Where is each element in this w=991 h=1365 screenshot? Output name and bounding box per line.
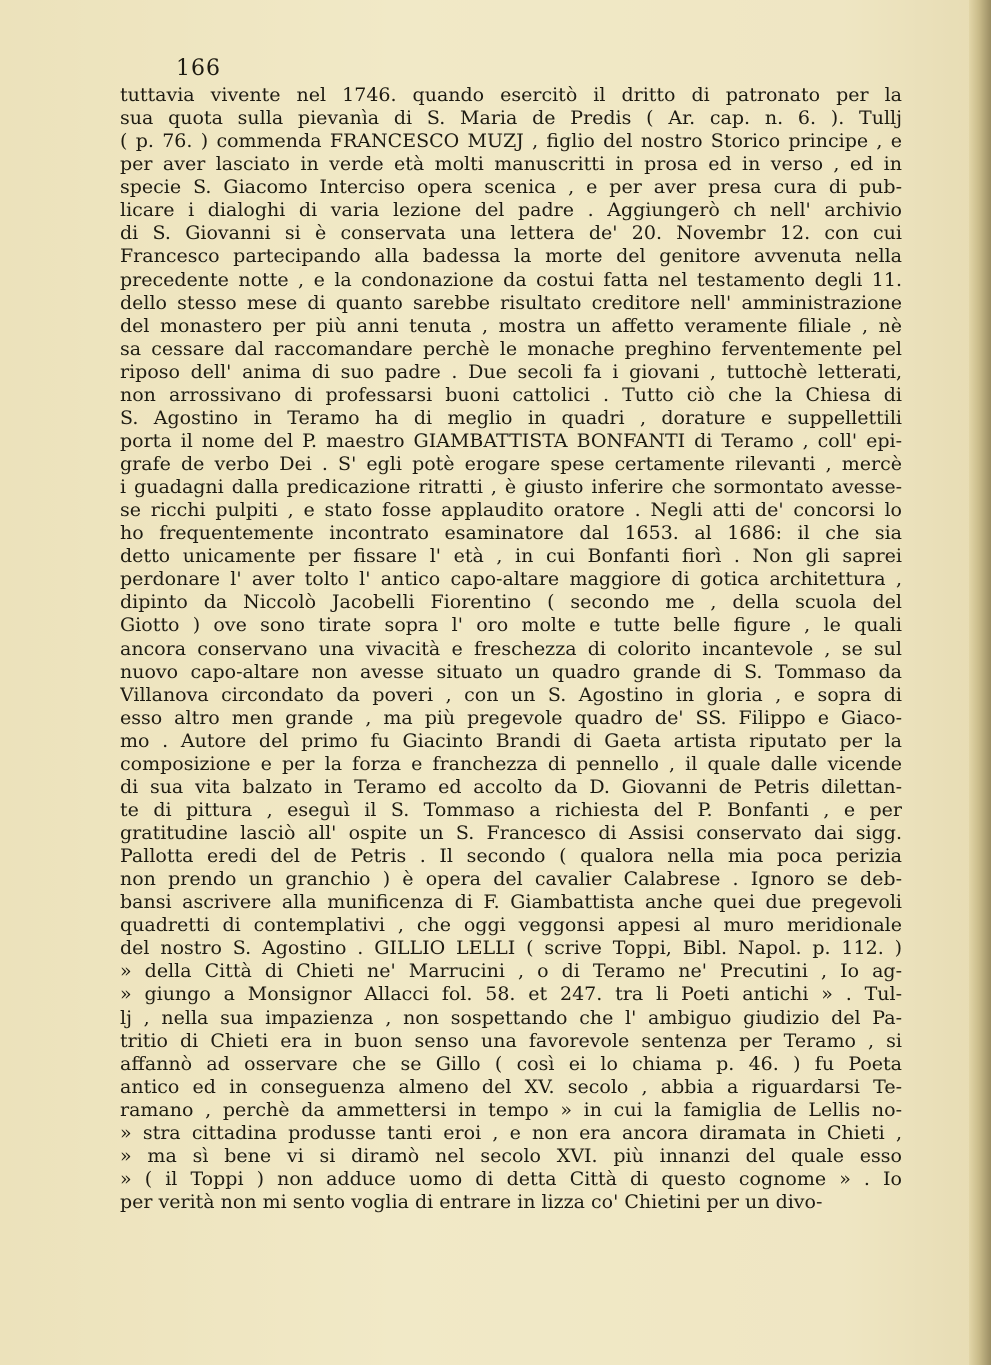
text-line: di S. Giovanni si è conservata una lettera de' 20. Novembr 12. con cui (120, 222, 902, 245)
text-line: antico ed in conseguenza almeno del XV. secolo , abbia a riguardarsi Te- (120, 1075, 902, 1098)
page-number: 166 (176, 56, 221, 81)
text-line: » della Città di Chieti ne' Marrucini , o di Teramo ne' Precutini , Io ag- (120, 960, 902, 983)
text-line: del nostro S. Agostino . GILLIO LELLI ( scrive Toppi, Bibl. Napol. p. 112. ) (120, 937, 902, 960)
text-line: del monastero per più anni tenuta , mostra un affetto veramente filiale , nè (120, 314, 902, 337)
text-line: per aver lasciato in verde età molti manuscritti in prosa ed in verso , ed in (120, 153, 902, 176)
text-line: ramano , perchè da ammettersi in tempo » in cui la famiglia de Lellis no- (120, 1098, 902, 1121)
text-line: non arrossivano di professarsi buoni cattolici . Tutto ciò che la Chiesa di (120, 383, 902, 406)
text-line: nuovo capo-altare non avesse situato un quadro grande di S. Tommaso da (120, 660, 902, 683)
text-line: i guadagni dalla predicazione ritratti , è giusto inferire che sormontato avesse- (120, 476, 902, 499)
text-line: Villanova circondato da poveri , con un S. Agostino in gloria , e sopra di (120, 683, 902, 706)
text-line: specie S. Giacomo Interciso opera scenica , e per aver presa cura di pub- (120, 176, 902, 199)
text-line: tritio di Chieti era in buon senso una favorevole sentenza per Teramo , si (120, 1029, 902, 1052)
text-line: di sua vita balzato in Teramo ed accolto da D. Giovanni de Petris dilettan- (120, 775, 902, 798)
text-line: lj , nella sua impazienza , non sospettando che l' ambiguo giudizio del Pa- (120, 1006, 902, 1029)
text-line: gratitudine lasciò all' ospite un S. Francesco di Assisi conservato dai sigg. (120, 822, 902, 844)
text-line: » giungo a Monsignor Allacci fol. 58. et 247. tra li Poeti antichi » . Tul- (120, 983, 902, 1006)
text-line: perdonare l' aver tolto l' antico capo-altare maggiore di gotica architettura , (120, 568, 902, 591)
text-line: sa cessare dal raccomandare perchè le monache preghino ferventemente pel (120, 337, 902, 360)
text-line: dipinto da Niccolò Jacobelli Fiorentino ( secondo me , della scuola del (120, 591, 902, 614)
text-line: » stra cittadina produsse tanti eroi , e non era ancora diramata in Chieti , (120, 1121, 902, 1144)
text-line: riposo dell' anima di suo padre . Due secoli fa i giovani , tuttochè letterati, (120, 360, 902, 383)
text-line: bansi ascrivere alla munificenza di F. Giambattista anche quei due pregevoli (120, 891, 902, 914)
text-line: se ricchi pulpiti , e stato fosse applaudito oratore . Negli atti de' concorsi lo (120, 499, 902, 522)
text-line: tuttavia vivente nel 1746. quando esercitò il dritto di patronato per la (120, 84, 902, 106)
text-line: mo . Autore del primo fu Giacinto Brandi di Gaeta artista riputato per la (120, 729, 902, 752)
text-line: dello stesso mese di quanto sarebbe risultato creditore nell' amministrazione (120, 291, 902, 314)
text-line: ancora conservano una vivacità e freschezza di colorito incantevole , se sul (120, 637, 902, 660)
text-line: Francesco partecipando alla badessa la morte del genitore avvenuta nella (120, 245, 902, 268)
text-line: » ( il Toppi ) non adduce uomo di detta Città di questo cognome » . Io (120, 1167, 902, 1190)
text-line: precedente notte , e la condonazione da costui fatta nel testamento degli 11. (120, 268, 902, 291)
text-line: licare i dialoghi di varia lezione del padre . Aggiungerò ch nell' archivio (120, 199, 902, 222)
text-line: grafe de verbo Dei . S' egli potè erogare spese certamente rilevanti , mercè (120, 453, 902, 475)
text-line: per verità non mi sento voglia di entrare in lizza co' Chietini per un divo- (120, 1191, 823, 1213)
text-line: S. Agostino in Teramo ha di meglio in quadri , dorature e suppellettili (120, 406, 902, 429)
body-text (120, 84, 902, 1214)
text-line: detto unicamente per fissare l' età , in cui Bonfanti fiorì . Non gli saprei (120, 545, 902, 568)
text-line: porta il nome del P. maestro GIAMBATTISTA BONFANTI di Teramo , coll' epi- (120, 429, 902, 452)
text-line: composizione e per la forza e franchezza di pennello , il quale dalle vicende (120, 752, 902, 775)
text-line: ho frequentemente incontrato esaminatore dal 1653. al 1686: il che sia (120, 522, 902, 545)
text-line: esso altro men grande , ma più pregevole quadro de' SS. Filippo e Giaco- (120, 706, 902, 729)
text-line: Giotto ) ove sono tirate sopra l' oro molte e tutte belle figure , le quali (120, 614, 902, 637)
text-line: Pallotta eredi del de Petris . Il secondo ( qualora nella mia poca perizia (120, 845, 902, 868)
text-line: ( p. 76. ) commenda FRANCESCO MUZJ , figlio del nostro Storico principe , e (120, 130, 902, 153)
text-line: te di pittura , eseguì il S. Tommaso a richiesta del P. Bonfanti , e per (120, 798, 902, 821)
text-line: sua quota sulla pievanìa di S. Maria de Predis ( Ar. cap. n. 6. ). Tullj (120, 107, 902, 130)
text-line: » ma sì bene vi si diramò nel secolo XVI. più innanzi del quale esso (120, 1144, 902, 1167)
book-spine-edge (969, 0, 991, 1365)
text-line: affannò ad osservare che se Gillo ( così ei lo chiama p. 46. ) fu Poeta (120, 1052, 902, 1075)
text-line: quadretti di contemplativi , che oggi veggonsi appesi al muro meridionale (120, 914, 902, 937)
text-line: non prendo un granchio ) è opera del cavalier Calabrese . Ignoro se deb- (120, 868, 902, 891)
